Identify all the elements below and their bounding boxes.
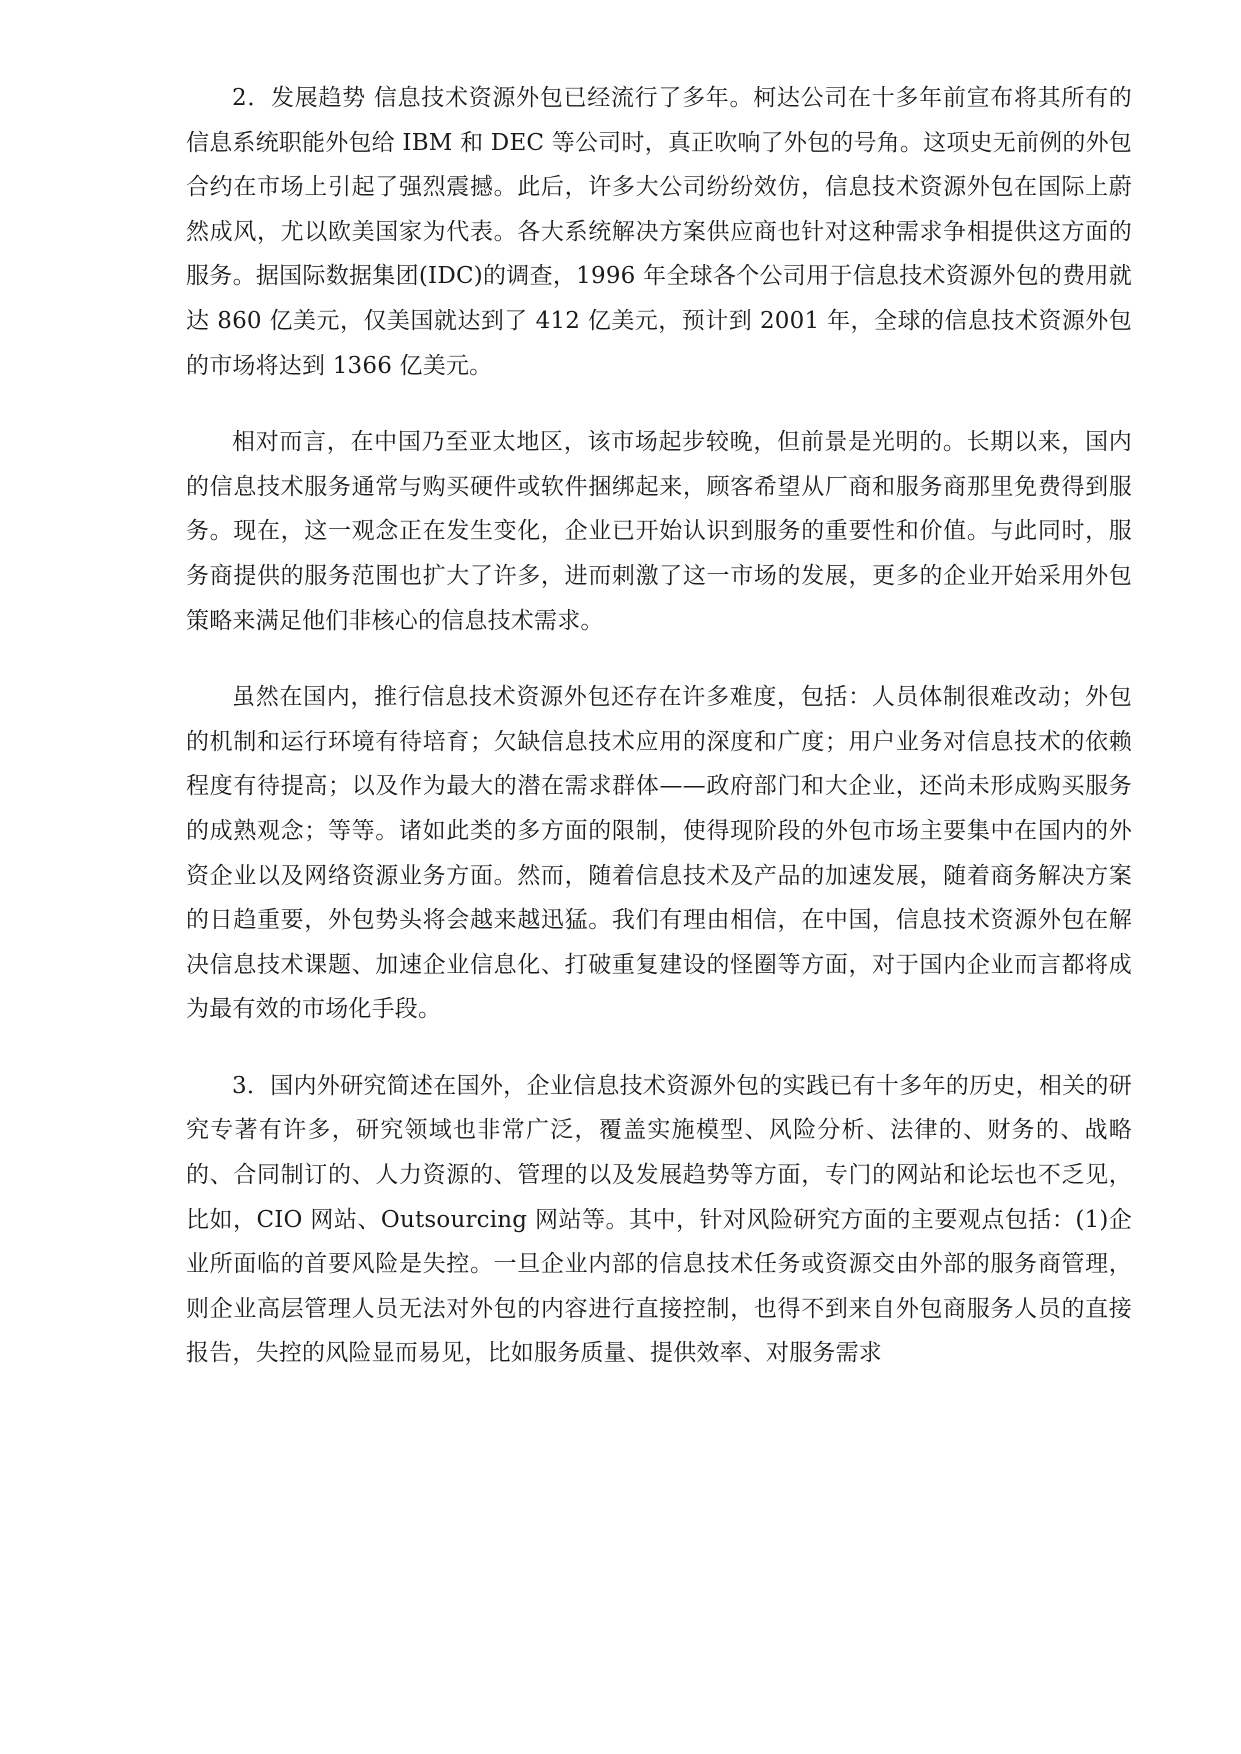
paragraph-domestic-difficulties: 虽然在国内，推行信息技术资源外包还存在许多难度，包括：人员体制很难改动；外包的机制和运行环境有待培育；欠缺信息技术应用的深度和广度；用户业务对信息技术的依赖程度有待提高；以及作为最大的潜在需求群体——政府部门和大企业，还尚未形成购买服务的成熟观念；等等。诸如此类的多方面的限制，使得现阶段的外包市场主要集中在国内的外资企业以及网络资源业务方面。然而，随着信息技术及产品的加速发展，随着商务解决方案的日趋重要，外包势头将会越来越迅猛。我们有理由相信，在中国，信息技术资源外包在解决信息技术课题、加速企业信息化、打破重复建设的怪圈等方面，对于国内企业而言都将成为最有效的市场化手段。 <box>186 684 1132 1023</box>
paragraph-research-overview: 3．国内外研究简述在国外，企业信息技术资源外包的实践已有十多年的历史，相关的研究专著有许多，研究领域也非常广泛，覆盖实施模型、风险分析、法律的、财务的、战略的、合同制订的、人力资源的、管理的以及发展趋势等方面，专门的网站和论坛也不乏见，比如，CIO 网站、Outsourcing 网站等。其中，针对风险研究方面的主要观点包括：(1)企业所面临的首要风险是失控。一旦企业内部的信息技术任务或资源交由外部的服务商管理，则企业高层管理人员无法对外包的内容进行直接控制，也得不到来自外包商服务人员的直接报告，失控的风险显而易见，比如服务质量、提供效率、对服务需求 <box>186 1072 1132 1367</box>
paragraph-development-trend: 2．发展趋势 信息技术资源外包已经流行了多年。柯达公司在十多年前宣布将其所有的信息系统职能外包给 IBM 和 DEC 等公司时，真正吹响了外包的号角。这项史无前例的外包合约在市场上引起了强烈震撼。此后，许多大公司纷纷效仿，信息技术资源外包在国际上蔚然成风，尤以欧美国家为代表。各大系统解决方案供应商也针对这种需求争相提供这方面的服务。据国际数据集团(IDC)的调查，1996 年全球各个公司用于信息技术资源外包的费用就达 860 亿美元，仅美国就达到了 412 亿美元，预计到 2001 年，全球的信息技术资源外包的市场将达到 1366 亿美元。 <box>186 85 1132 379</box>
paragraph-china-market: 相对而言，在中国乃至亚太地区，该市场起步较晚，但前景是光明的。长期以来，国内的信息技术服务通常与购买硬件或软件捆绑起来，顾客希望从厂商和服务商那里免费得到服务。现在，这一观念正在发生变化，企业已开始认识到服务的重要性和价值。与此同时，服务商提供的服务范围也扩大了许多，进而刺激了这一市场的发展，更多的企业开始采用外包策略来满足他们非核心的信息技术需求。 <box>186 429 1132 634</box>
document-body <box>186 76 1132 1376</box>
